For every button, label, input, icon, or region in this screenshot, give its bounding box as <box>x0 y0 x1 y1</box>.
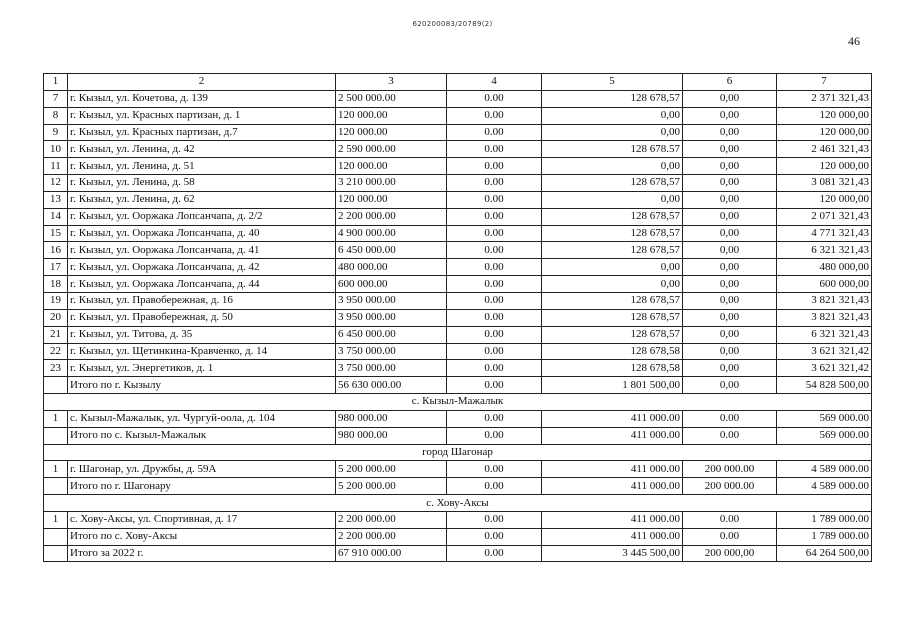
row-number-cell: 1 <box>44 461 68 478</box>
amount-col6-cell: 0,00 <box>683 225 777 242</box>
amount-col7-cell: 6 321 321,43 <box>777 326 872 343</box>
amount-col7-cell: 3 821 321,43 <box>777 309 872 326</box>
amount-col3-cell: 4 900 000.00 <box>336 225 447 242</box>
amount-col7-cell: 3 621 321,42 <box>777 343 872 360</box>
row-number-cell <box>44 427 68 444</box>
amount-col4-cell: 0.00 <box>447 90 542 107</box>
amount-col4-cell: 0.00 <box>447 511 542 528</box>
amount-col5-cell: 128 678,57 <box>542 225 683 242</box>
amount-col4-cell: 0.00 <box>447 410 542 427</box>
section-title: город Шагонар <box>44 444 872 461</box>
address-cell: с. Хову-Аксы, ул. Спортивная, д. 17 <box>68 511 336 528</box>
amount-col7-cell: 1 789 000.00 <box>777 528 872 545</box>
table-row <box>44 191 872 208</box>
amount-col6-cell: 0.00 <box>683 427 777 444</box>
address-cell: г. Кызыл, ул. Ооржака Лопсанчапа, д. 42 <box>68 259 336 276</box>
amount-col3-cell: 2 200 000.00 <box>336 511 447 528</box>
table-row <box>44 225 872 242</box>
amount-col7-cell: 600 000,00 <box>777 276 872 293</box>
amount-col7-cell: 569 000.00 <box>777 427 872 444</box>
amount-col3-cell: 980 000.00 <box>336 427 447 444</box>
row-number-cell: 19 <box>44 292 68 309</box>
amount-col4-cell: 0.00 <box>447 191 542 208</box>
table-row <box>44 511 872 528</box>
page-number: 46 <box>848 34 860 48</box>
amount-col6-cell: 0,00 <box>683 276 777 293</box>
amount-col5-cell: 0,00 <box>542 158 683 175</box>
address-cell: г. Кызыл, ул. Щетинкина-Кравченко, д. 14 <box>68 343 336 360</box>
amount-col4-cell: 0.00 <box>447 461 542 478</box>
report-table-body <box>44 74 872 562</box>
amount-col4-cell: 0.00 <box>447 309 542 326</box>
amount-col3-cell: 2 200 000.00 <box>336 528 447 545</box>
amount-col6-cell: 0,00 <box>683 360 777 377</box>
amount-col6-cell: 200 000,00 <box>683 545 777 562</box>
amount-col7-cell: 4 589 000.00 <box>777 478 872 495</box>
amount-col5-cell: 0,00 <box>542 276 683 293</box>
amount-col6-cell: 0,00 <box>683 343 777 360</box>
amount-col4-cell: 0.00 <box>447 141 542 158</box>
amount-col3-cell: 67 910 000.00 <box>336 545 447 562</box>
amount-col4-cell: 0.00 <box>447 208 542 225</box>
row-number-cell: 16 <box>44 242 68 259</box>
amount-col7-cell: 64 264 500,00 <box>777 545 872 562</box>
amount-col6-cell: 0.00 <box>683 410 777 427</box>
amount-col7-cell: 480 000,00 <box>777 259 872 276</box>
amount-col7-cell: 120 000,00 <box>777 124 872 141</box>
row-number-cell: 20 <box>44 309 68 326</box>
row-number-cell: 9 <box>44 124 68 141</box>
table-row <box>44 175 872 192</box>
amount-col7-cell: 3 081 321,43 <box>777 175 872 192</box>
address-cell: Итого по с. Кызыл-Мажалык <box>68 427 336 444</box>
amount-col7-cell: 6 321 321,43 <box>777 242 872 259</box>
amount-col3-cell: 3 210 000.00 <box>336 175 447 192</box>
section-title: с. Кызыл-Мажалык <box>44 394 872 411</box>
amount-col3-cell: 3 750 000.00 <box>336 360 447 377</box>
amount-col7-cell: 4 771 321,43 <box>777 225 872 242</box>
amount-col6-cell: 0,00 <box>683 292 777 309</box>
report-table <box>43 73 872 562</box>
amount-col4-cell: 0.00 <box>447 545 542 562</box>
amount-col5-cell: 128 678,57 <box>542 292 683 309</box>
amount-col6-cell: 0,00 <box>683 124 777 141</box>
amount-col6-cell: 0,00 <box>683 208 777 225</box>
address-cell: г. Кызыл, ул. Ооржака Лопсанчапа, д. 44 <box>68 276 336 293</box>
row-number-cell: 11 <box>44 158 68 175</box>
amount-col3-cell: 56 630 000.00 <box>336 377 447 394</box>
amount-col4-cell: 0.00 <box>447 107 542 124</box>
total-row <box>44 528 872 545</box>
table-row <box>44 158 872 175</box>
table-row <box>44 208 872 225</box>
amount-col3-cell: 2 200 000.00 <box>336 208 447 225</box>
total-row <box>44 478 872 495</box>
amount-col3-cell: 120 000.00 <box>336 158 447 175</box>
address-cell: г. Кызыл, ул. Красных партизан, д. 1 <box>68 107 336 124</box>
amount-col6-cell: 0,00 <box>683 90 777 107</box>
table-row <box>44 410 872 427</box>
amount-col4-cell: 0.00 <box>447 158 542 175</box>
total-row <box>44 545 872 562</box>
table-row <box>44 292 872 309</box>
address-cell: Итого за 2022 г. <box>68 545 336 562</box>
table-row <box>44 90 872 107</box>
header-cell-2: 2 <box>68 74 336 91</box>
amount-col4-cell: 0.00 <box>447 360 542 377</box>
amount-col5-cell: 128 678,57 <box>542 326 683 343</box>
table-row <box>44 276 872 293</box>
row-number-cell: 18 <box>44 276 68 293</box>
amount-col7-cell: 120 000,00 <box>777 158 872 175</box>
amount-col3-cell: 120 000.00 <box>336 191 447 208</box>
address-cell: с. Кызыл-Мажалык, ул. Чургуй-оола, д. 104 <box>68 410 336 427</box>
row-number-cell <box>44 377 68 394</box>
amount-col3-cell: 2 500 000.00 <box>336 90 447 107</box>
amount-col4-cell: 0.00 <box>447 377 542 394</box>
table-row <box>44 259 872 276</box>
amount-col6-cell: 200 000.00 <box>683 478 777 495</box>
row-number-cell: 21 <box>44 326 68 343</box>
amount-col6-cell: 0,00 <box>683 191 777 208</box>
amount-col4-cell: 0.00 <box>447 427 542 444</box>
amount-col7-cell: 120 000,00 <box>777 107 872 124</box>
amount-col5-cell: 128 678.57 <box>542 141 683 158</box>
row-number-cell <box>44 528 68 545</box>
amount-col5-cell: 411 000.00 <box>542 528 683 545</box>
amount-col3-cell: 3 950 000.00 <box>336 309 447 326</box>
amount-col5-cell: 411 000.00 <box>542 410 683 427</box>
address-cell: г. Кызыл, ул. Ленина, д. 42 <box>68 141 336 158</box>
amount-col4-cell: 0.00 <box>447 528 542 545</box>
amount-col3-cell: 600 000.00 <box>336 276 447 293</box>
amount-col3-cell: 5 200 000.00 <box>336 478 447 495</box>
amount-col4-cell: 0.00 <box>447 326 542 343</box>
address-cell: г. Кызыл, ул. Правобережная, д. 16 <box>68 292 336 309</box>
amount-col3-cell: 3 750 000.00 <box>336 343 447 360</box>
address-cell: г. Кызыл, ул. Энергетиков, д. 1 <box>68 360 336 377</box>
amount-col5-cell: 128 678,58 <box>542 360 683 377</box>
row-number-cell: 23 <box>44 360 68 377</box>
table-row <box>44 343 872 360</box>
table-row <box>44 124 872 141</box>
table-row <box>44 309 872 326</box>
header-cell-6: 6 <box>683 74 777 91</box>
amount-col6-cell: 0,00 <box>683 107 777 124</box>
row-number-cell: 15 <box>44 225 68 242</box>
header-cell-4: 4 <box>447 74 542 91</box>
amount-col4-cell: 0.00 <box>447 242 542 259</box>
section-header-row <box>44 444 872 461</box>
row-number-cell: 1 <box>44 410 68 427</box>
address-cell: Итого по г. Кызылу <box>68 377 336 394</box>
amount-col3-cell: 6 450 000.00 <box>336 326 447 343</box>
amount-col5-cell: 3 445 500,00 <box>542 545 683 562</box>
amount-col7-cell: 2 461 321,43 <box>777 141 872 158</box>
row-number-cell: 12 <box>44 175 68 192</box>
amount-col6-cell: 0,00 <box>683 242 777 259</box>
amount-col5-cell: 1 801 500,00 <box>542 377 683 394</box>
amount-col3-cell: 5 200 000.00 <box>336 461 447 478</box>
row-number-cell: 13 <box>44 191 68 208</box>
amount-col5-cell: 0,00 <box>542 107 683 124</box>
row-number-cell <box>44 478 68 495</box>
document-id: 620200083/20789(2) <box>412 20 493 28</box>
amount-col7-cell: 3 821 321,43 <box>777 292 872 309</box>
section-header-row <box>44 394 872 411</box>
amount-col5-cell: 411 000.00 <box>542 427 683 444</box>
row-number-cell: 14 <box>44 208 68 225</box>
amount-col5-cell: 128 678,57 <box>542 208 683 225</box>
row-number-cell: 22 <box>44 343 68 360</box>
amount-col5-cell: 128 678,58 <box>542 343 683 360</box>
header-cell-1: 1 <box>44 74 68 91</box>
amount-col7-cell: 54 828 500,00 <box>777 377 872 394</box>
amount-col6-cell: 0,00 <box>683 259 777 276</box>
amount-col6-cell: 0,00 <box>683 175 777 192</box>
row-number-cell: 17 <box>44 259 68 276</box>
table-row <box>44 360 872 377</box>
row-number-cell: 10 <box>44 141 68 158</box>
amount-col6-cell: 0,00 <box>683 377 777 394</box>
amount-col4-cell: 0.00 <box>447 343 542 360</box>
amount-col6-cell: 0,00 <box>683 141 777 158</box>
amount-col6-cell: 0,00 <box>683 326 777 343</box>
amount-col7-cell: 2 371 321,43 <box>777 90 872 107</box>
amount-col5-cell: 411 000.00 <box>542 511 683 528</box>
table-header-row <box>44 74 872 91</box>
amount-col6-cell: 0,00 <box>683 309 777 326</box>
table-row <box>44 107 872 124</box>
address-cell: г. Кызыл, ул. Титова, д. 35 <box>68 326 336 343</box>
header-cell-7: 7 <box>777 74 872 91</box>
table-row <box>44 242 872 259</box>
amount-col5-cell: 128 678,57 <box>542 242 683 259</box>
amount-col6-cell: 200 000.00 <box>683 461 777 478</box>
amount-col3-cell: 6 450 000.00 <box>336 242 447 259</box>
amount-col6-cell: 0.00 <box>683 511 777 528</box>
table-row <box>44 141 872 158</box>
amount-col5-cell: 0,00 <box>542 191 683 208</box>
amount-col7-cell: 569 000.00 <box>777 410 872 427</box>
amount-col4-cell: 0.00 <box>447 292 542 309</box>
amount-col4-cell: 0.00 <box>447 124 542 141</box>
amount-col3-cell: 980 000.00 <box>336 410 447 427</box>
address-cell: г. Кызыл, ул. Красных партизан, д.7 <box>68 124 336 141</box>
amount-col5-cell: 411 000.00 <box>542 478 683 495</box>
address-cell: г. Кызыл, ул. Кочетова, д. 139 <box>68 90 336 107</box>
amount-col3-cell: 480 000.00 <box>336 259 447 276</box>
amount-col5-cell: 128 678,57 <box>542 90 683 107</box>
amount-col6-cell: 0.00 <box>683 528 777 545</box>
amount-col3-cell: 2 590 000.00 <box>336 141 447 158</box>
address-cell: Итого по г. Шагонару <box>68 478 336 495</box>
address-cell: г. Кызыл, ул. Ооржака Лопсанчапа, д. 2/2 <box>68 208 336 225</box>
address-cell: г. Кызыл, ул. Ленина, д. 51 <box>68 158 336 175</box>
row-number-cell: 1 <box>44 511 68 528</box>
amount-col5-cell: 411 000.00 <box>542 461 683 478</box>
header-cell-5: 5 <box>542 74 683 91</box>
amount-col4-cell: 0.00 <box>447 225 542 242</box>
row-number-cell: 7 <box>44 90 68 107</box>
amount-col4-cell: 0.00 <box>447 259 542 276</box>
address-cell: Итого по с. Хову-Аксы <box>68 528 336 545</box>
address-cell: г. Кызыл, ул. Ооржака Лопсанчапа, д. 40 <box>68 225 336 242</box>
amount-col3-cell: 120 000.00 <box>336 107 447 124</box>
amount-col4-cell: 0.00 <box>447 276 542 293</box>
amount-col7-cell: 2 071 321,43 <box>777 208 872 225</box>
table-row <box>44 326 872 343</box>
amount-col5-cell: 0,00 <box>542 124 683 141</box>
address-cell: г. Кызыл, ул. Правобережная, д. 50 <box>68 309 336 326</box>
amount-col5-cell: 128 678,57 <box>542 309 683 326</box>
amount-col7-cell: 4 589 000.00 <box>777 461 872 478</box>
section-title: с. Хову-Аксы <box>44 495 872 512</box>
amount-col4-cell: 0.00 <box>447 175 542 192</box>
address-cell: г. Кызыл, ул. Ленина, д. 62 <box>68 191 336 208</box>
amount-col6-cell: 0,00 <box>683 158 777 175</box>
address-cell: г. Кызыл, ул. Ленина, д. 58 <box>68 175 336 192</box>
table-row <box>44 461 872 478</box>
amount-col7-cell: 120 000,00 <box>777 191 872 208</box>
amount-col7-cell: 1 789 000.00 <box>777 511 872 528</box>
total-row <box>44 377 872 394</box>
amount-col5-cell: 128 678,57 <box>542 175 683 192</box>
amount-col4-cell: 0.00 <box>447 478 542 495</box>
section-header-row <box>44 495 872 512</box>
address-cell: г. Кызыл, ул. Ооржака Лопсанчапа, д. 41 <box>68 242 336 259</box>
total-row <box>44 427 872 444</box>
amount-col7-cell: 3 621 321,42 <box>777 360 872 377</box>
row-number-cell: 8 <box>44 107 68 124</box>
amount-col3-cell: 120 000.00 <box>336 124 447 141</box>
address-cell: г. Шагонар, ул. Дружбы, д. 59А <box>68 461 336 478</box>
row-number-cell <box>44 545 68 562</box>
header-cell-3: 3 <box>336 74 447 91</box>
amount-col3-cell: 3 950 000.00 <box>336 292 447 309</box>
amount-col5-cell: 0,00 <box>542 259 683 276</box>
